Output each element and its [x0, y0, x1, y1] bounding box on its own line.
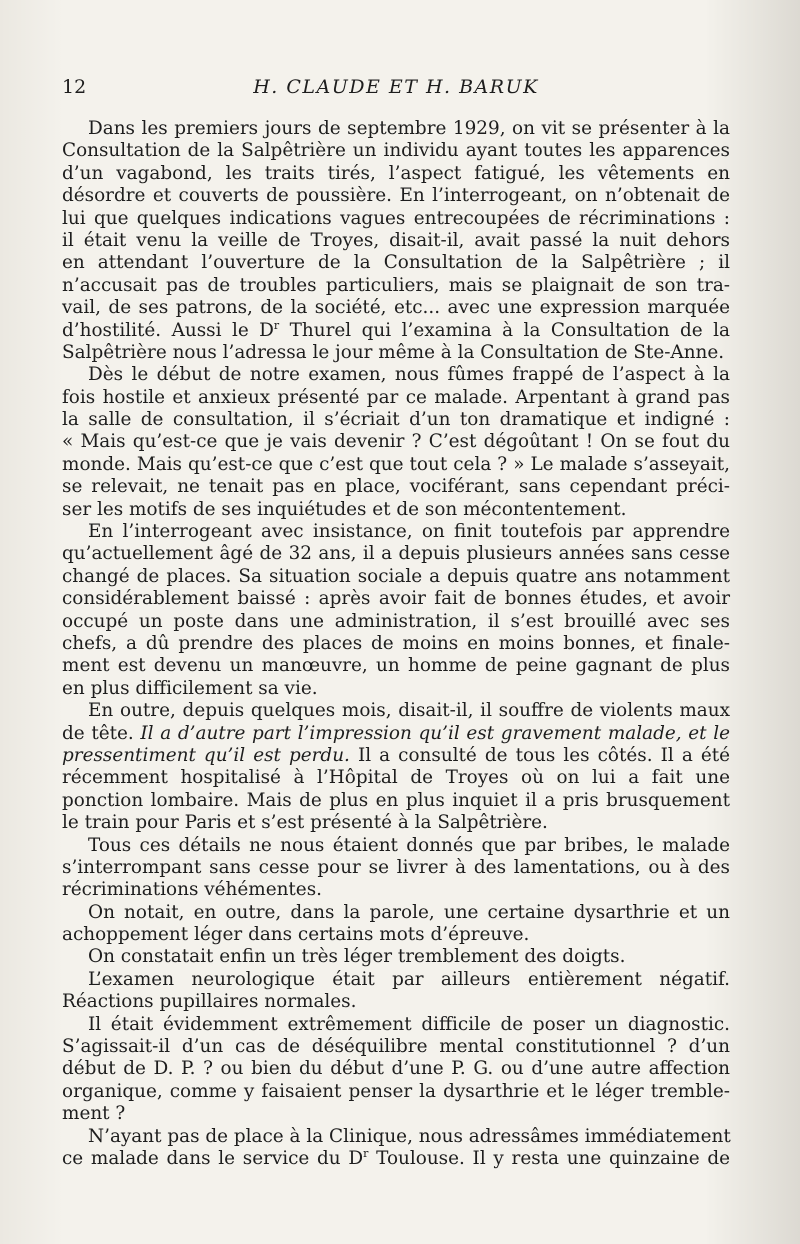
- paragraph: [62, 118, 730, 364]
- text-line: début de D. P. ? ou bien du début d’une P. G. ou d’une autre affection: [62, 1058, 730, 1080]
- text-line: N’ayant pas de place à la Clinique, nous adressâmes immédiatement: [88, 1125, 731, 1147]
- text-segment: Thurel qui l’examina à la Consultation de la: [279, 319, 730, 341]
- italic-text: Il a d’autre part l’impression qu’il est gravement malade, et le: [140, 722, 730, 744]
- text-line: le train pour Paris et s’est présenté à la Salpêtrière.: [62, 812, 548, 834]
- text-line: Dans les premiers jours de septembre 1929, on vit se présenter à la: [88, 118, 730, 139]
- text-line: la salle de consultation, il s’écriait d’un ton dramatique et indigné :: [62, 409, 730, 431]
- paragraph: [62, 1014, 730, 1126]
- running-title: H. CLAUDE ET H. BARUK: [253, 76, 539, 98]
- text-line: ment ?: [62, 1103, 126, 1125]
- paragraph: [62, 969, 730, 1014]
- text-line: désordre et couverts de poussière. En l’interrogeant, on n’obtenait de: [62, 185, 730, 207]
- text-line: qu’actuellement âgé de 32 ans, il a depuis plusieurs années sans cesse: [62, 543, 730, 565]
- text-line: Il était évidemment extrêmement difficile de poser un diagnostic.: [88, 1013, 730, 1035]
- text-line: [62, 320, 730, 342]
- text-line: lui que quelques indications vagues entrecoupées de récriminations :: [62, 207, 730, 229]
- paragraph: [62, 1126, 730, 1171]
- text-segment: Toulouse. Il y resta une quinzaine de: [368, 1147, 730, 1169]
- text-line: ponction lombaire. Mais de plus en plus inquiet il a pris brusquement: [62, 789, 730, 811]
- text-line: considérablement baissé : après avoir fait de bonnes études, et avoir: [62, 588, 730, 610]
- text-line: [62, 1148, 730, 1170]
- paragraph: [62, 521, 730, 700]
- italic-text: pressentiment qu’il est perdu.: [62, 744, 350, 766]
- text-line: se relevait, ne tenait pas en place, vociférant, sans cependant préci-: [62, 476, 730, 498]
- text-segment: d’hostilité. Aussi le D: [62, 319, 274, 341]
- page-number: 12: [62, 76, 87, 98]
- body-text: [62, 118, 730, 1170]
- text-line: « Mais qu’est-ce que je vais devenir ? C’est dégoûtant ! On se fout du: [62, 431, 730, 453]
- text-line: occupé un poste dans une administration, il s’est brouillé avec ses: [62, 610, 730, 632]
- text-line: Consultation de la Salpêtrière un individu ayant toutes les apparences: [62, 140, 730, 162]
- text-line: S’agissait-il d’un cas de déséquilibre mental constitutionnel ? d’un: [62, 1036, 730, 1058]
- text-line: achoppement léger dans certains mots d’épreuve.: [62, 924, 530, 946]
- text-line: L’examen neurologique était par ailleurs entièrement négatif.: [88, 968, 730, 990]
- page-header: [62, 72, 730, 100]
- text-line: On constatait enfin un très léger tremblement des doigts.: [88, 946, 626, 968]
- text-line: Salpêtrière nous l’adressa le jour même à la Consultation de Ste-Anne.: [62, 341, 725, 363]
- paragraph: [62, 902, 730, 947]
- text-line: fois hostile et anxieux présenté par ce malade. Arpentant à grand pas: [62, 386, 730, 408]
- text-line: en plus difficilement sa vie.: [62, 677, 318, 699]
- text-segment: Il a consulté de tous les côtés. Il a été: [349, 744, 730, 766]
- text-line: Réactions pupillaires normales.: [62, 991, 357, 1013]
- text-line: vail, de ses patrons, de la société, etc... avec une expression marquée: [62, 297, 730, 319]
- text-line: s’interrompant sans cesse pour se livrer à des lamentations, ou à des: [62, 856, 730, 878]
- text-line: On notait, en outre, dans la parole, une certaine dysarthrie et un: [88, 901, 730, 923]
- text-line: monde. Mais qu’est-ce que c’est que tout cela ? » Le malade s’asseyait,: [62, 453, 730, 475]
- paragraph: [62, 700, 730, 834]
- text-line: d’un vagabond, les traits tirés, l’aspect fatigué, les vêtements en: [62, 162, 730, 184]
- text-line: Dès le début de notre examen, nous fûmes frappé de l’aspect à la: [88, 364, 730, 386]
- text-line: En l’interrogeant avec insistance, on finit toutefois par apprendre: [88, 521, 730, 543]
- text-line: récemment hospitalisé à l’Hôpital de Troyes où on lui a fait une: [62, 767, 730, 789]
- text-line: changé de places. Sa situation sociale a depuis quatre ans notamment: [62, 565, 730, 587]
- text-segment: de tête.: [62, 722, 141, 744]
- text-line: En outre, depuis quelques mois, disait-il, il souffre de violents maux: [88, 700, 730, 722]
- text-line: ser les motifs de ses inquiétudes et de son mécontentement.: [62, 498, 627, 520]
- text-line: organique, comme y faisaient penser la dysarthrie et le léger tremble-: [62, 1080, 730, 1102]
- paragraph: [62, 835, 730, 902]
- superscript: r: [273, 318, 280, 332]
- text-line: il était venu la veille de Troyes, disait-il, avait passé la nuit dehors: [62, 229, 730, 251]
- text-line: chefs, a dû prendre des places de moins en moins bonnes, et finale-: [62, 632, 730, 654]
- text-line: [62, 745, 730, 767]
- paragraph: [62, 364, 730, 521]
- paragraph: [62, 946, 730, 968]
- text-line: en attendant l’ouverture de la Consultation de la Salpêtrière ; il: [62, 252, 730, 274]
- superscript: r: [363, 1146, 369, 1160]
- text-segment: ce malade dans le service du D: [62, 1147, 364, 1169]
- text-line: Tous ces détails ne nous étaient donnés que par bribes, le malade: [88, 834, 730, 856]
- text-line: n’accusait pas de troubles particuliers, mais se plaignait de son tra-: [62, 274, 730, 296]
- text-line: [62, 723, 730, 745]
- text-line: ment est devenu un manœuvre, un homme de peine gagnant de plus: [62, 655, 730, 677]
- text-line: récriminations véhémentes.: [62, 879, 322, 901]
